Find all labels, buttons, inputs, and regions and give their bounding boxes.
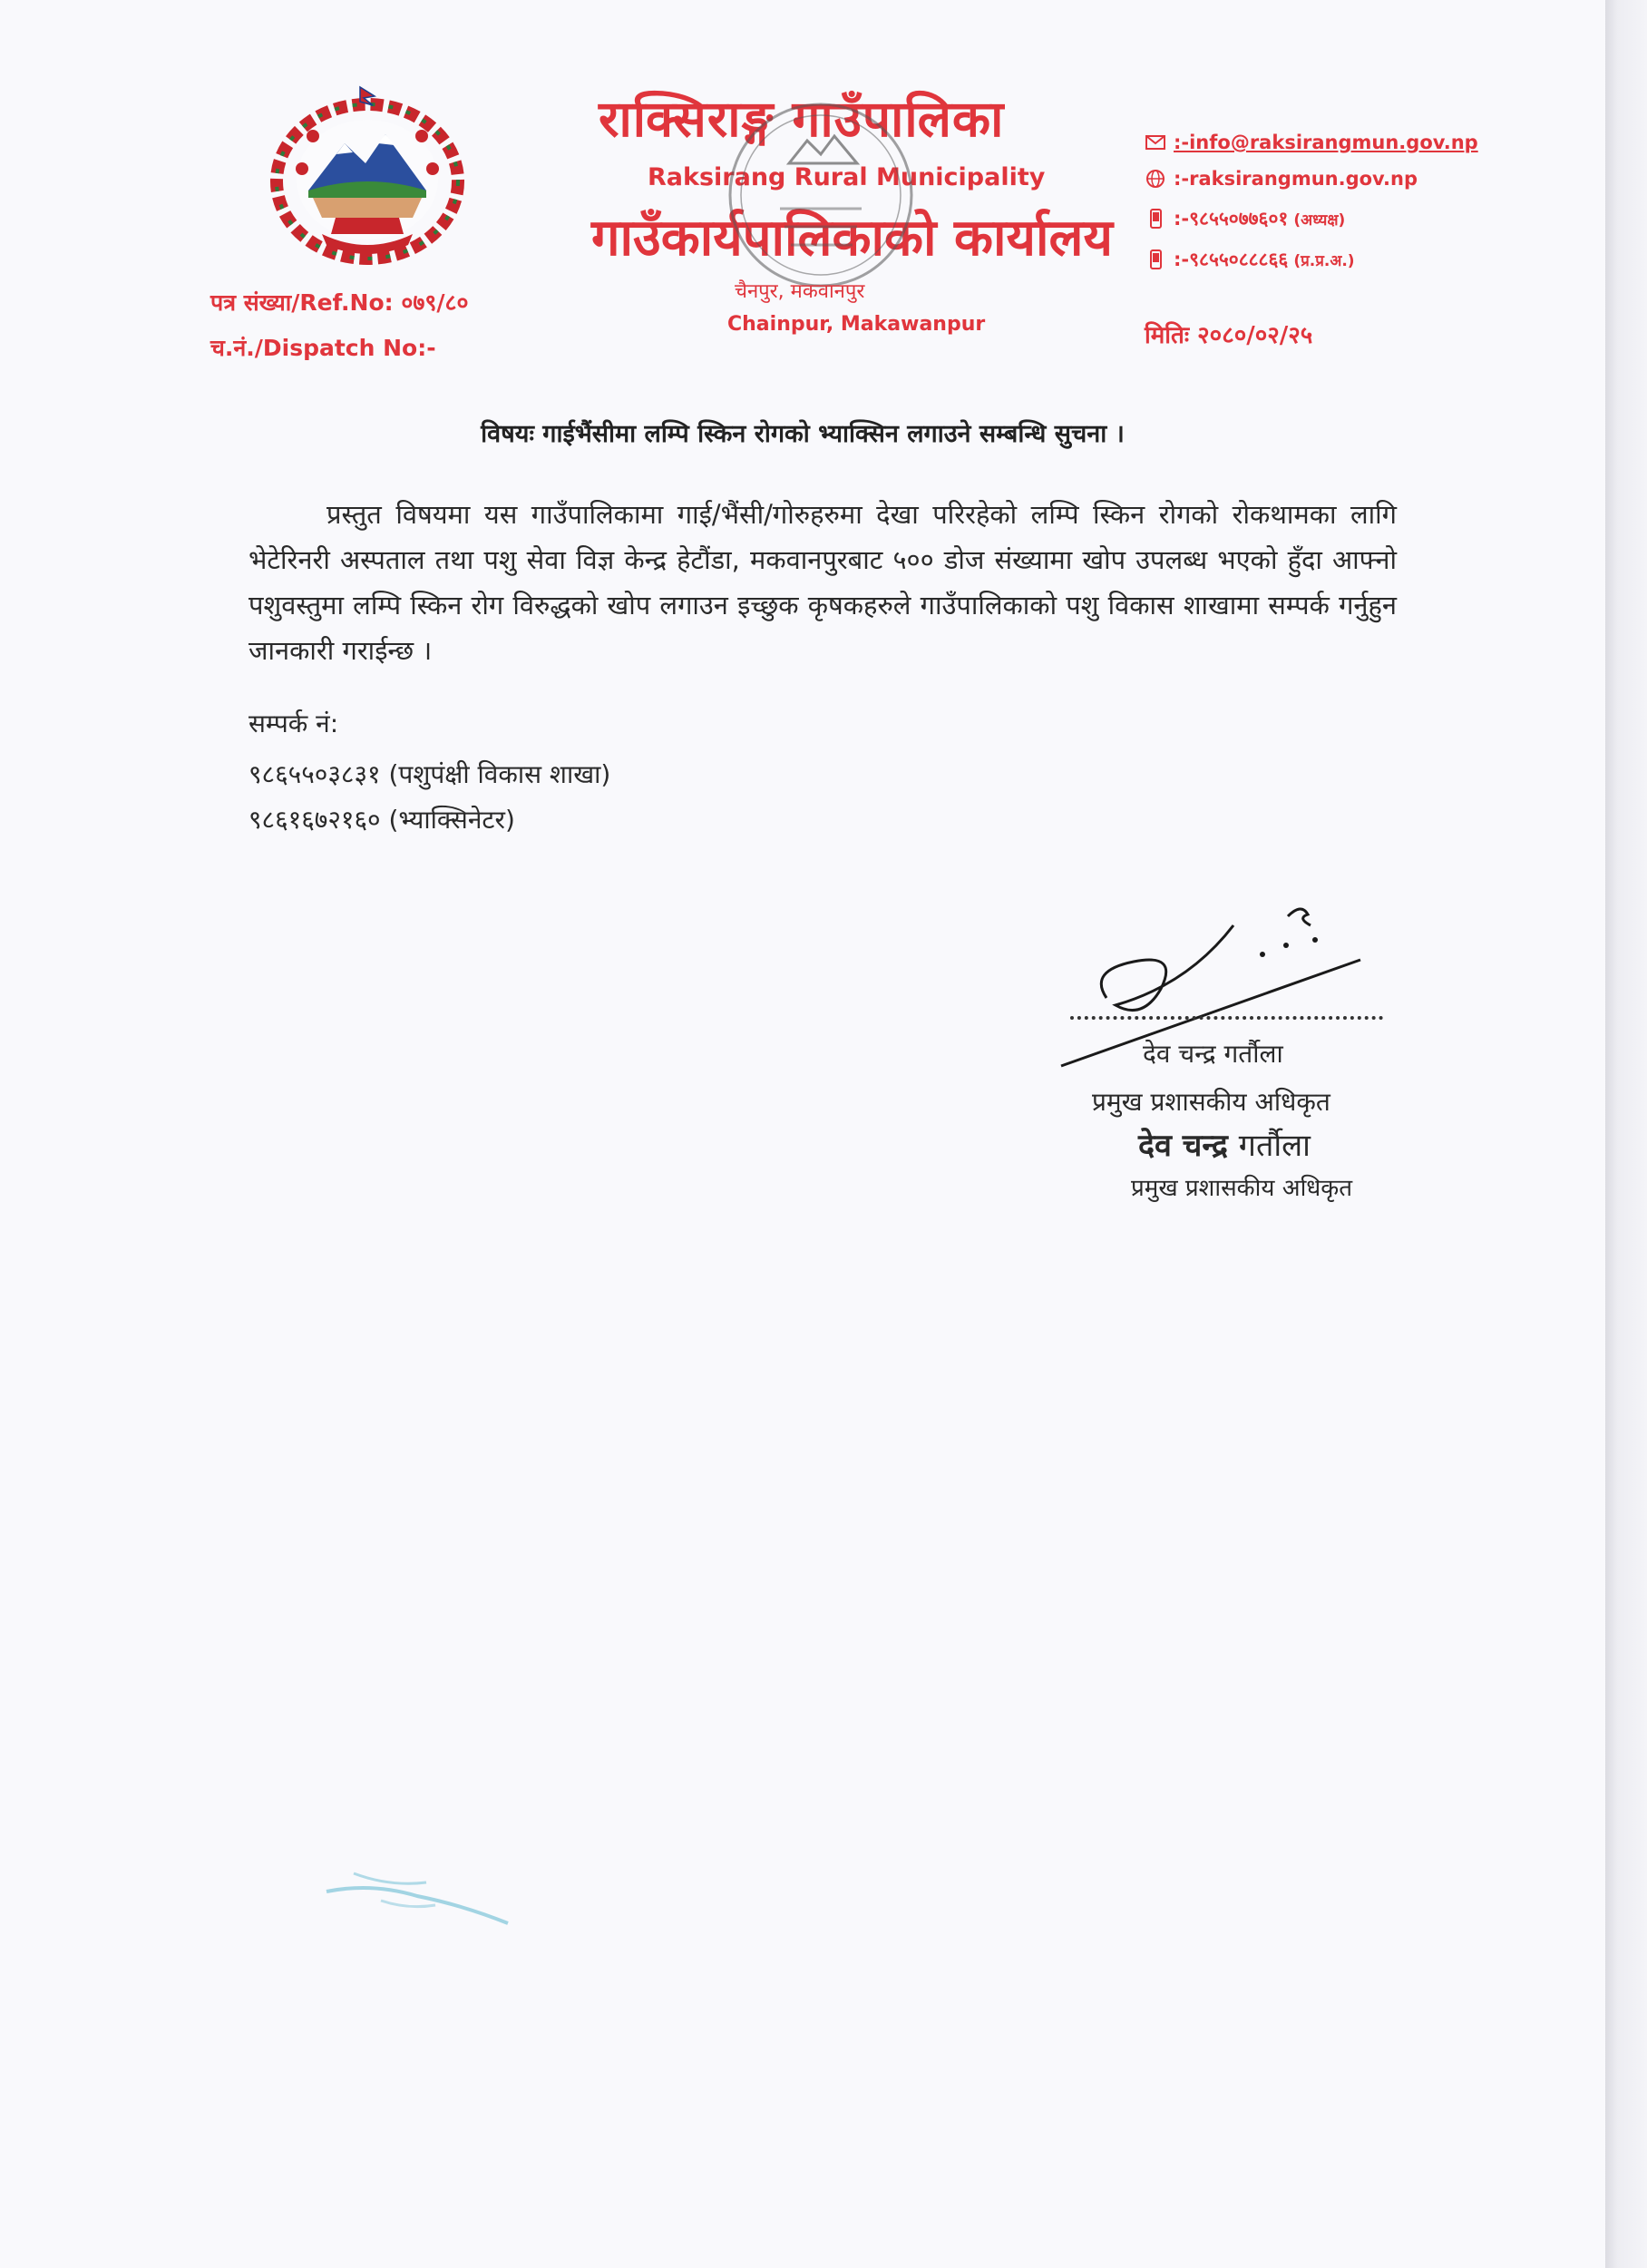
contact-email[interactable] (1145, 132, 1478, 153)
phone2-note: (प्र.प्र.अ.) (1293, 251, 1355, 270)
office-address: Chainpur, Makawanpur (727, 313, 986, 336)
name-stamp-bold: देव चन्द्र (1138, 1128, 1228, 1164)
website-text: :-raksirangmun.gov.np (1174, 168, 1418, 190)
body-paragraph: प्रस्तुत विषयमा यस गाउँपालिकामा गाई/भैंसी/गोरुहरुमा देखा परिरहेको लम्पि स्किन रोगको रोकथामका लागि भेटेरिनरी अस्पताल तथा पशु सेवा विज्ञ केन्द्र हेटौंडा, मकवानपुरबाट ५०० डोज संख्यामा खोप उपलब्ध भएको हुँदा आफ्नो पशुवस्तुमा लम्पि स्किन रोग विरुद्धको खोप लगाउन इच्छुक कृषकहरुले गाउँपालिकाको पशु विकास शाखामा सम्पर्क गर्नुहुन जानकारी गराईन्छ । (249, 499, 1397, 666)
signatory-title: प्रमुख प्रशासकीय अधिकृत (1092, 1087, 1330, 1117)
globe-icon (1145, 169, 1168, 189)
date-value: २०८०/०२/२५ (1197, 322, 1313, 349)
mobile-phone-icon (1145, 249, 1168, 269)
phone1-text: :-९८५५०७७६०१ (1174, 208, 1289, 230)
contact-phone-cao (1145, 247, 1355, 272)
letter-body (249, 492, 1397, 673)
ref-value: ०७९/८० (401, 289, 469, 316)
signature-dotted-line (1070, 1016, 1383, 1020)
municipality-name-np: राक्सिराङ्ग गाउँपालिका (599, 90, 1005, 148)
contact-label: सम्पर्क नं: (249, 709, 339, 738)
letter-subject: विषयः गाईभैंसीमा लम्पि स्किन रोगको भ्याक्सिन लगाउने सम्बन्धि सुचना । (481, 420, 1125, 448)
date-label: मितिः (1145, 322, 1190, 349)
mobile-phone-icon (1145, 209, 1168, 229)
signatory-name: देव चन्द्र गर्तौला (1143, 1039, 1283, 1069)
ink-smudge (317, 1855, 517, 1946)
contact-phone-vaccinator: ९८६१६७२१६० (भ्याक्सिनेटर) (249, 805, 515, 835)
ref-label: पत्र संख्या/Ref.No: (210, 289, 394, 316)
name-stamp (1138, 1123, 1311, 1165)
municipality-name-en: Raksirang Rural Municipality (648, 163, 1046, 191)
scan-edge (1605, 0, 1647, 2268)
nepal-coat-of-arms-emblem (258, 82, 476, 272)
phone1-note: (अध्यक्ष) (1293, 210, 1346, 230)
name-stamp-light: गर्तौला (1238, 1128, 1311, 1164)
contact-phone-livestock: ९८६५५०३८३१ (पशुपंक्षी विकास शाखा) (249, 759, 611, 789)
mail-icon (1145, 132, 1168, 152)
stamp-text: चैनपुर, मकवानपुर (735, 280, 865, 303)
title-stamp: प्रमुख प्रशासकीय अधिकृत (1131, 1175, 1353, 1202)
dispatch-number: च.नं./Dispatch No:- (210, 335, 436, 361)
letter-date (1145, 318, 1312, 350)
email-text: :-info@raksirangmun.gov.np (1174, 132, 1478, 153)
phone2-text: :-९८५५०८८८६६ (1174, 249, 1289, 270)
contact-phone-chair (1145, 206, 1345, 231)
contact-website[interactable] (1145, 168, 1418, 190)
office-name-np: गाउँकार्यपालिकाको कार्यालय (591, 209, 1113, 268)
reference-number (210, 287, 469, 318)
